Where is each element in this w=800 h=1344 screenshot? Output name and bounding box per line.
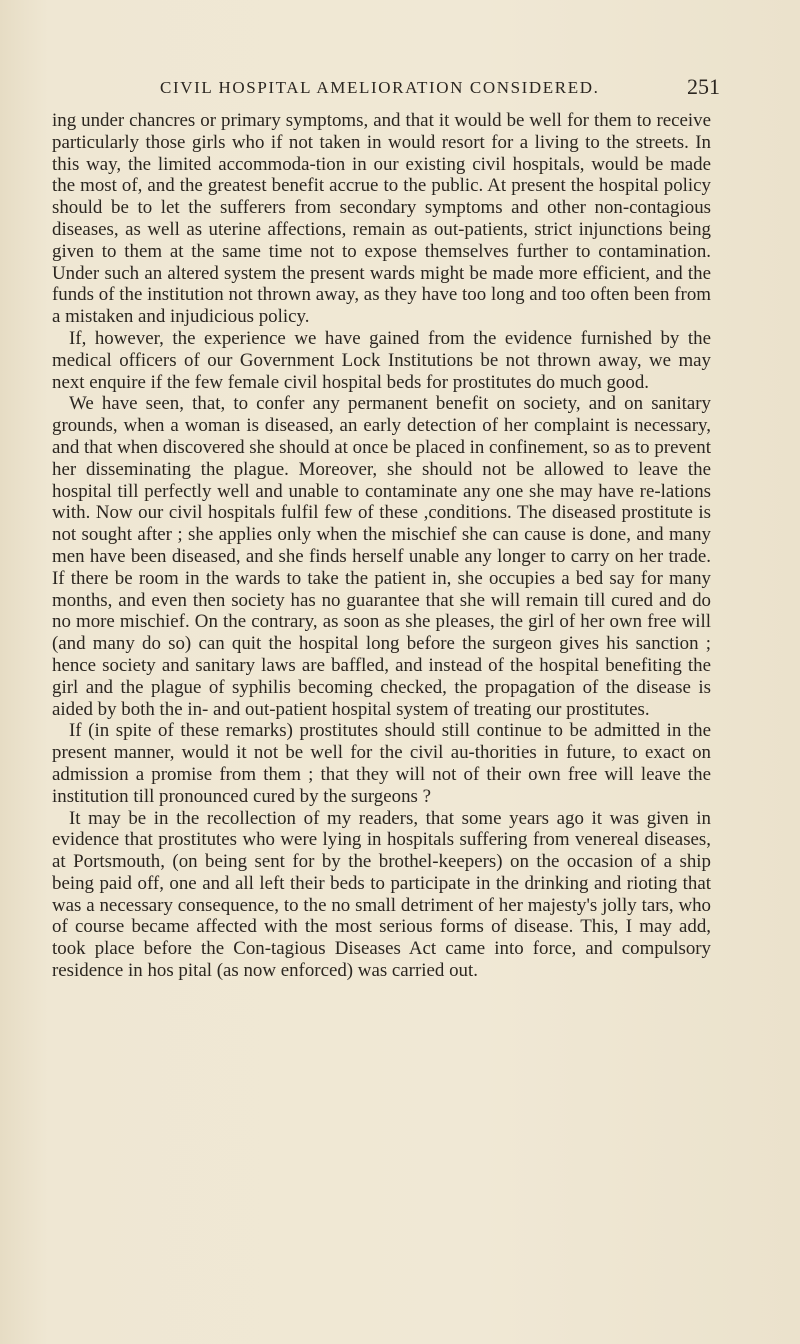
paragraph: If (in spite of these remarks) prostitutes should still continue to be admitted in the present manner, would it not be well for the civil au-thorities in future, to exact on admission a promise from them ; that they will not of their own free will leave the institution till pronounced cured by the surgeons ? [52,720,711,807]
page-number: 251 [687,74,720,99]
paragraph: It may be in the recollection of my readers, that some years ago it was given in evidence that prostitutes who were lying in hospitals suffering from venereal diseases, at Portsmouth, (on being sent for by the brothel-keepers) on the occasion of a ship being paid off, one and all left their beds to participate in the drinking and rioting that was a necessary consequence, to the no small detriment of her majesty's jolly tars, who of course became affected with the most serious forms of disease. This, I may add, took place before the Con-tagious Diseases Act came into force, and compulsory residence in hos pital (as now enforced) was carried out. [52,807,711,982]
page-header [160,72,720,102]
paragraph-continued: ing under chancres or primary symptoms, and that it would be well for them to receive particularly those girls who if not taken in would resort for a living to the streets. In this way, the limited accommoda-tion in our existing civil hospitals, would be made the most of, and the greatest benefit accrue to the public. At present the hospital policy should be to let the sufferers from secondary symptoms and other non-contagious diseases, as well as uterine affections, remain as out-patients, strict injunctions being given to them at the same time not to expose themselves further to contamination. Under such an altered system the present wards might be made more efficient, and the funds of the institution not thrown away, as they have too long and too often been from a mistaken and injudicious policy. [52,110,711,328]
running-head: CIVIL HOSPITAL AMELIORATION CONSIDERED. [160,78,600,97]
paragraph: We have seen, that, to confer any permanent benefit on society, and on sanitary grounds, when a woman is diseased, an early detection of her complaint is necessary, and that when discovered she should at once be placed in confinement, so as to prevent her disseminating the plague. Moreover, she should not be allowed to leave the hospital till perfectly well and unable to contaminate any one she may have re-lations with. Now our civil hospitals fulfil few of these ,conditions. The diseased prostitute is not sought after ; she applies only when the mischief she can cause is done, and many men have been diseased, and she finds herself unable any longer to carry on her trade. If there be room in the wards to take the patient in, she occupies a bed say for many months, and even then society has no guarantee that she will remain till cured and do no more mischief. On the contrary, as soon as she pleases, the girl of her own free will (and many do so) can quit the hospital long before the surgeon gives his sanction ; hence society and sanitary laws are baffled, and instead of the hospital benefiting the girl and the plague of syphilis becoming checked, the propagation of the disease is aided by both the in- and out-patient hospital system of treating our prostitutes. [52,393,711,720]
body-text [52,110,711,982]
paragraph: If, however, the experience we have gained from the evidence furnished by the medical officers of our Government Lock Institutions be not thrown away, we may next enquire if the few female civil hospital beds for prostitutes do much good. [52,327,711,393]
